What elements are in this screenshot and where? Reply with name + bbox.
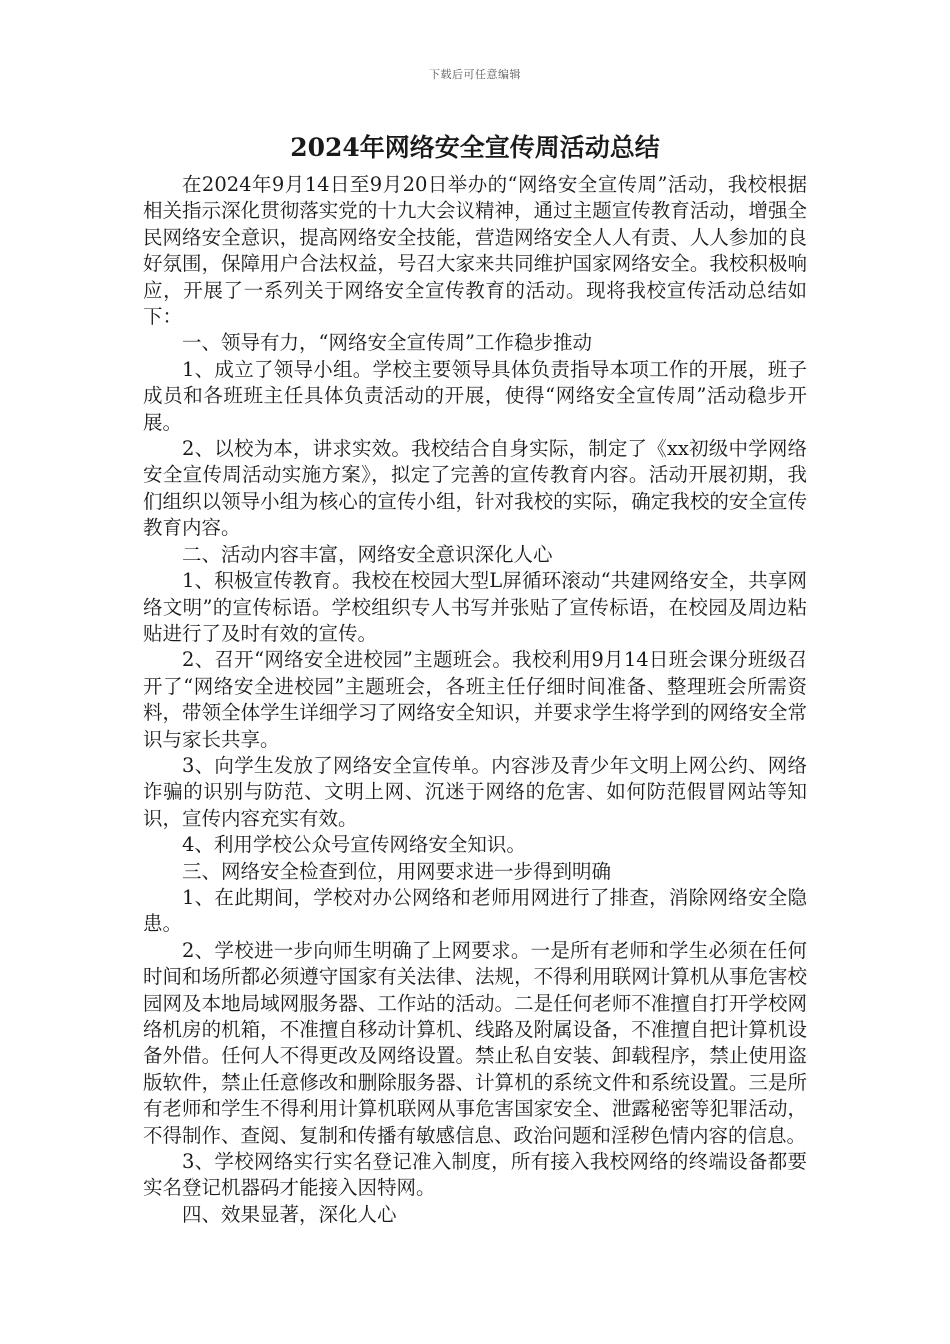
header-note: 下载后可任意编辑 bbox=[429, 68, 521, 81]
section-heading-4: 四、效果显著，深化人心 bbox=[182, 1202, 397, 1226]
section-1-item-1: 1、成立了领导小组。学校主要领导具体负责指导本项工作的开展，班子成员和各班班主任具体负责活动的开展，使得“网络安全宣传周”活动稳步开展。 bbox=[143, 357, 807, 434]
section-2-item-2: 2、召开“网络安全进校园”主题班会。我校利用9月14日班会课分班级召开了“网络安全进校园”主题班会，各班主任仔细时间准备、整理班会所需资料，带领全体学生详细学习了网络安全知识，并要求学生将学到的网络安全常识与家长共享。 bbox=[143, 648, 807, 751]
section-heading-1: 一、领导有力，“网络安全宣传周”工作稳步推动 bbox=[182, 331, 592, 355]
document-body bbox=[143, 172, 807, 1228]
section-2-item-3: 3、向学生发放了网络安全宣传单。内容涉及青少年文明上网公约、网络诈骗的识别与防范、文明上网、沉迷于网络的危害、如何防范假冒网站等知识，宣传内容充实有效。 bbox=[143, 753, 807, 830]
section-heading-2: 二、活动内容丰富，网络安全意识深化人心 bbox=[182, 542, 553, 566]
section-3-item-1: 1、在此期间，学校对办公网络和老师用网进行了排查，消除网络安全隐患。 bbox=[143, 885, 807, 936]
intro-paragraph: 在2024年9月14日至9月20日举办的“网络安全宣传周”活动，我校根据相关指示深化贯彻落实党的十九大会议精神，通过主题宣传教育活动，增强全民网络安全意识，提高网络安全技能，营造网络安全人人有责、人人参加的良好氛围，保障用户合法权益，号召大家来共同维护国家网络安全。我校积极响应，开展了一系列关于网络安全宣传教育的活动。现将我校宣传活动总结如下： bbox=[143, 173, 807, 329]
section-2-item-1: 1、积极宣传教育。我校在校园大型L屏循环滚动“共建网络安全，共享网络文明”的宣传标语。学校组织专人书写并张贴了宣传标语，在校园及周边粘贴进行了及时有效的宣传。 bbox=[143, 569, 807, 645]
section-3-item-2: 2、学校进一步向师生明确了上网要求。一是所有老师和学生必须在任何时间和场所都必须遵守国家有关法律、法规，不得利用联网计算机从事危害校园网及本地局域网服务器、工作站的活动。二是任何老师不准擅自打开学校网络机房的机箱，不准擅自移动计算机、线路及附属设备，不准擅自把计算机设备外借。任何人不得更改及网络设置。禁止私自安装、卸载程序，禁止使用盗版软件，禁止任意修改和删除服务器、计算机的系统文件和系统设置。三是所有老师和学生不得利用计算机联网从事危害国家安全、泄露秘密等犯罪活动，不得制作、查阅、复制和传播有敏感信息、政治问题和淫秽色情内容的信息。 bbox=[143, 938, 807, 1147]
section-2-item-4: 4、利用学校公众号宣传网络安全知识。 bbox=[182, 833, 526, 857]
section-heading-3: 三、网络安全检查到位，用网要求进一步得到明确 bbox=[182, 859, 612, 883]
section-3-item-3: 3、学校网络实行实名登记准入制度，所有接入我校网络的终端设备都要实名登记机器码才能接入因特网。 bbox=[143, 1150, 807, 1200]
section-1-item-2: 2、以校为本，讲求实效。我校结合自身实际，制定了《xx初级中学网络安全宣传周活动实施方案》，拟定了完善的宣传教育内容。活动开展初期，我们组织以领导小组为核心的宣传小组，针对我校的实际，确定我校的安全宣传教育内容。 bbox=[143, 437, 807, 540]
document-title: 2024年网络安全宣传周活动总结 bbox=[290, 133, 660, 162]
